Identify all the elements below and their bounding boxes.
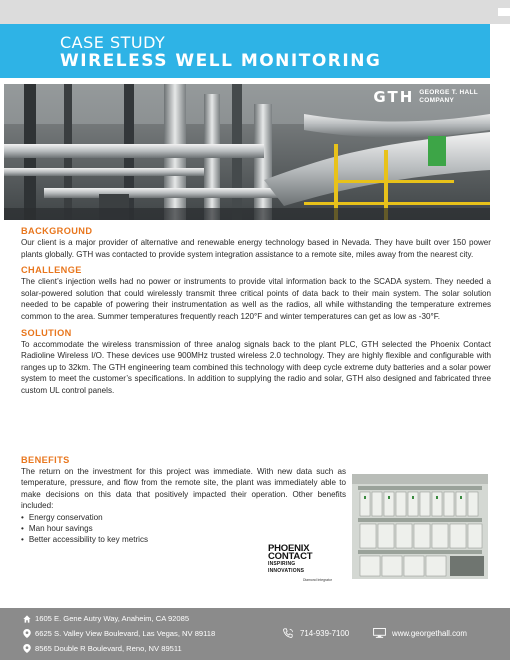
location-pin-icon <box>23 629 31 638</box>
address-las-vegas <box>23 629 215 638</box>
website-link[interactable]: www.georgethall.com <box>392 628 467 638</box>
phone-contact[interactable] <box>282 628 349 638</box>
phoenix-contact-name: PHOENIX CONTACT <box>268 543 313 562</box>
control-panel-image <box>352 474 488 579</box>
benefits-text: The return on the investment for this project was immediate. With new data such as temperature, pressure, and flow from the remote site, the plant was immediately able to make decisions on this data that positively impacted their operation. Other benefits included: <box>21 467 346 511</box>
gth-logo-name-line1: GEORGE T. HALL <box>419 89 478 96</box>
gth-logo-name <box>419 89 478 105</box>
gth-logo-name-line2: COMPANY <box>419 97 455 104</box>
control-panel-photo <box>352 474 488 579</box>
address-anaheim <box>23 614 189 623</box>
background-text: Our client is a major provider of alternative and renewable energy technology based in Nevada. They have built over 150 power plants globally. GTH was contacted to provide system integration assistance to a remote site, miles away from the nearest city. <box>21 238 491 259</box>
gth-logo-mark: GTH <box>373 88 415 106</box>
computer-monitor-icon <box>373 628 386 638</box>
top-bar-tab <box>498 8 510 16</box>
footer <box>0 608 510 660</box>
home-icon <box>23 615 31 623</box>
phoenix-contact-logo <box>268 545 332 582</box>
background-heading: BACKGROUND <box>21 226 93 236</box>
website-contact[interactable] <box>373 628 467 638</box>
list-item: • Better accessibility to key metrics <box>21 534 491 545</box>
gth-logo <box>373 88 478 106</box>
challenge-heading: CHALLENGE <box>21 265 82 276</box>
main-content <box>21 226 491 402</box>
address-las-vegas-text: 6625 S. Valley View Boulevard, Las Vegas, NV 89118 <box>35 629 216 638</box>
case-study-label: CASE STUDY <box>60 33 166 52</box>
solution-text: To accommodate the wireless transmission of three analog signals back to the plant PLC, GTH selected the Phoenix Contact Radioline Wireless I/O. These devices use 900MHz trusted wireless 2.0 technology. They are highly flexible and configurable with ranges up to 32km. The GTH engineering team combined this technology with deep cycle extreme duty batteries and a solar power system to meet the customer’s specifications. In addition to supplying the radio and solar, GTH also designed and fabricated three custom UL control panels. <box>21 339 491 395</box>
phoenix-contact-tagline: INSPIRING INNOVATIONS <box>268 561 305 574</box>
title-banner <box>0 24 490 78</box>
benefits-heading: BENEFITS <box>21 455 70 465</box>
list-item: • Man hour savings <box>21 523 491 534</box>
list-item: • Energy conservation <box>21 512 491 523</box>
address-anaheim-text: 1605 E. Gene Autry Way, Anaheim, CA 92085 <box>35 614 190 623</box>
phone-icon <box>282 628 294 638</box>
solution-heading: SOLUTION <box>21 327 72 338</box>
address-reno-text: 8565 Double R Boulevard, Reno, NV 89511 <box>35 644 182 653</box>
top-bar <box>0 0 510 24</box>
phone-number[interactable]: 714-939-7100 <box>300 628 350 638</box>
hero-photo <box>4 84 490 220</box>
address-reno <box>23 644 182 653</box>
page-title: WIRELESS WELL MONITORING <box>60 51 382 71</box>
location-pin-icon <box>23 644 31 653</box>
diamond-integrator-badge: Diamond Integrator <box>302 578 332 582</box>
challenge-text: The client’s injection wells had no power or instruments to provide vital information back to the SCADA system. They needed a solar-powered solution that could wirelessly transmit three critical points of data back to their main system. The solar solution needed to be capable of powering their instrumentation as well as the radios, all while withstanding the temperature extremes common to the area. Summer temperatures frequently reach 120°F and winter temperatures can get as low as -30°F. <box>21 277 491 321</box>
